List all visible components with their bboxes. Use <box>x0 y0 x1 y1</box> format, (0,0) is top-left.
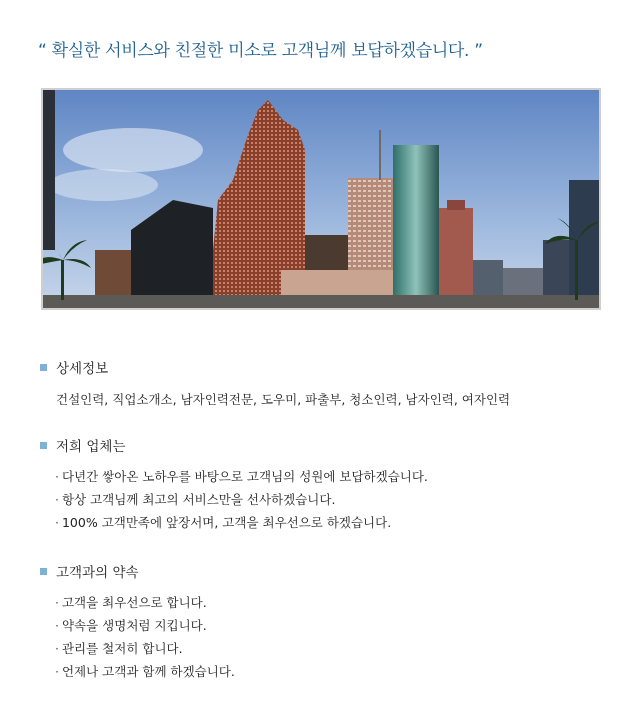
list-item: · 항상 고객님께 최고의 서비스만을 선사하겠습니다. <box>55 492 336 507</box>
list-item: · 약속을 생명처럼 지킵니다. <box>55 618 207 633</box>
list-item: · 다년간 쌓아온 노하우를 바탕으로 고객님의 성원에 보답하겠습니다. <box>55 469 428 484</box>
list-item: · 관리를 철저히 합니다. <box>55 641 183 656</box>
list-item: · 100% 고객만족에 앞장서며, 고객을 최우선으로 하겠습니다. <box>55 515 392 530</box>
square-bullet-icon <box>40 442 47 449</box>
section-company-title <box>40 435 126 455</box>
skyline-illustration <box>43 90 599 308</box>
section-company-label: 저희 업체는 <box>56 439 126 455</box>
section-promise-label: 고객과의 약속 <box>56 565 139 581</box>
square-bullet-icon <box>40 568 47 575</box>
city-skyline-photo <box>41 88 601 310</box>
section-detail-title <box>40 357 108 377</box>
section-promise-title <box>40 561 139 581</box>
company-list <box>55 465 428 534</box>
section-detail-label: 상세정보 <box>56 361 109 377</box>
promise-list <box>55 591 235 683</box>
list-item: · 고객을 최우선으로 합니다. <box>55 595 207 610</box>
square-bullet-icon <box>40 364 47 371</box>
detail-services-text: 건설인력, 직업소개소, 남자인력전문, 도우미, 파출부, 청소인력, 남자인력, 여자인력 <box>56 392 511 407</box>
page-headline: “ 확실한 서비스와 친절한 미소로 고객님께 보답하겠습니다. ” <box>38 41 483 61</box>
list-item: · 언제나 고객과 함께 하겠습니다. <box>55 664 235 679</box>
